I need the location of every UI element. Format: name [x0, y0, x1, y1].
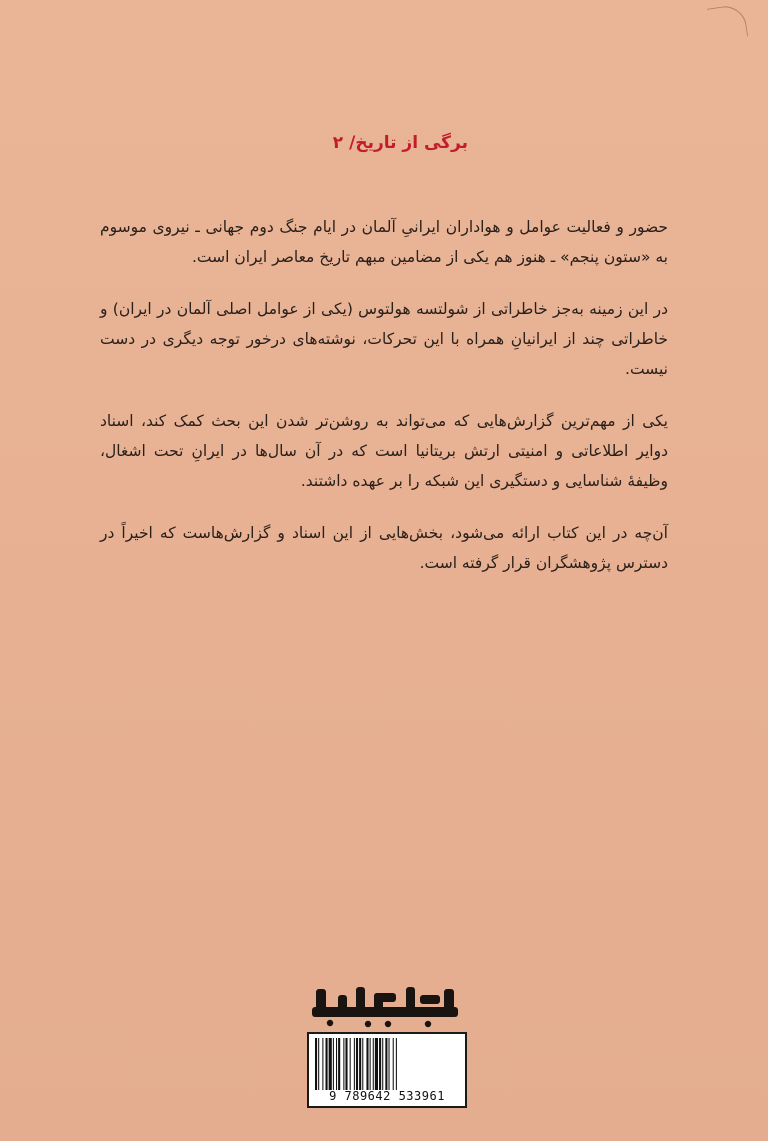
- barcode-bar: [329, 1038, 332, 1090]
- blurb-paragraph-2: در این زمینه به‌جز خاطراتی از شولتسه هولتوس (یکی از عوامل اصلی آلمان در ایران) و خاطراتی چند از ایرانیانِ همراه با این تحرکات، نوشته‌های درخور توجه دیگری در دست نیست.: [100, 300, 668, 378]
- blurb-paragraph-3: یکی از مهم‌ترین گزارش‌هایی که می‌تواند به روشن‌تر شدن این بحث کمک کند، اسناد دوایر اطلاعاتی و امنیتی ارتش بریتانیا است که در آن سال‌ها در ایرانِ تحت اشغال، وظیفهٔ شناسایی و دستگیری این شبکه را بر عهده داشتند.: [100, 412, 668, 490]
- blurb-paragraph-1: حضور و فعالیت عوامل و هواداران ایرانیِ آلمان در ایام جنگ دوم جهانی ـ نیروی موسوم به «ستون پنجم» ـ هنوز هم یکی از مضامین مبهم تاریخ معاصر ایران است.: [100, 218, 668, 266]
- barcode-bar: [333, 1038, 334, 1090]
- barcode-bar: [322, 1038, 323, 1090]
- barcode-bar: [336, 1038, 337, 1090]
- barcode-bar: [396, 1038, 397, 1090]
- barcode-bar: [315, 1038, 317, 1090]
- barcode-bar: [350, 1038, 351, 1090]
- barcode-bar: [359, 1038, 361, 1090]
- barcode-bar: [379, 1038, 381, 1090]
- barcode-bar: [366, 1038, 368, 1090]
- barcode-bar: [345, 1038, 347, 1090]
- barcode-bar: [393, 1038, 394, 1090]
- publisher-logo-mark: [308, 985, 462, 1029]
- blurb: [100, 212, 668, 600]
- barcode-bar: [343, 1038, 344, 1090]
- barcode-bar: [326, 1038, 328, 1090]
- barcode-bar: [382, 1038, 383, 1090]
- isbn-number: 9 789642 533961: [329, 1089, 445, 1103]
- barcode-bar: [370, 1038, 371, 1090]
- barcode-bar: [354, 1038, 355, 1090]
- series-title: برگی از تاریخ/ ۲: [332, 133, 468, 153]
- barcode-bar: [338, 1038, 340, 1090]
- blurb-paragraph-4: آن‌چه در این کتاب ارائه می‌شود، بخش‌هایی از این اسناد و گزارش‌هاست که اخیراً در دسترس پژوهشگران قرار گرفته است.: [100, 524, 668, 572]
- barcode-bars: [315, 1038, 461, 1090]
- barcode-bar: [362, 1038, 363, 1090]
- publisher-logo: [308, 985, 462, 1029]
- isbn-barcode: [307, 1032, 467, 1108]
- barcode-bar: [318, 1038, 319, 1090]
- barcode-bar: [373, 1038, 374, 1090]
- barcode-bar: [375, 1038, 378, 1090]
- barcode-bar: [385, 1038, 387, 1090]
- barcode-bar: [389, 1038, 390, 1090]
- barcode-bar: [356, 1038, 358, 1090]
